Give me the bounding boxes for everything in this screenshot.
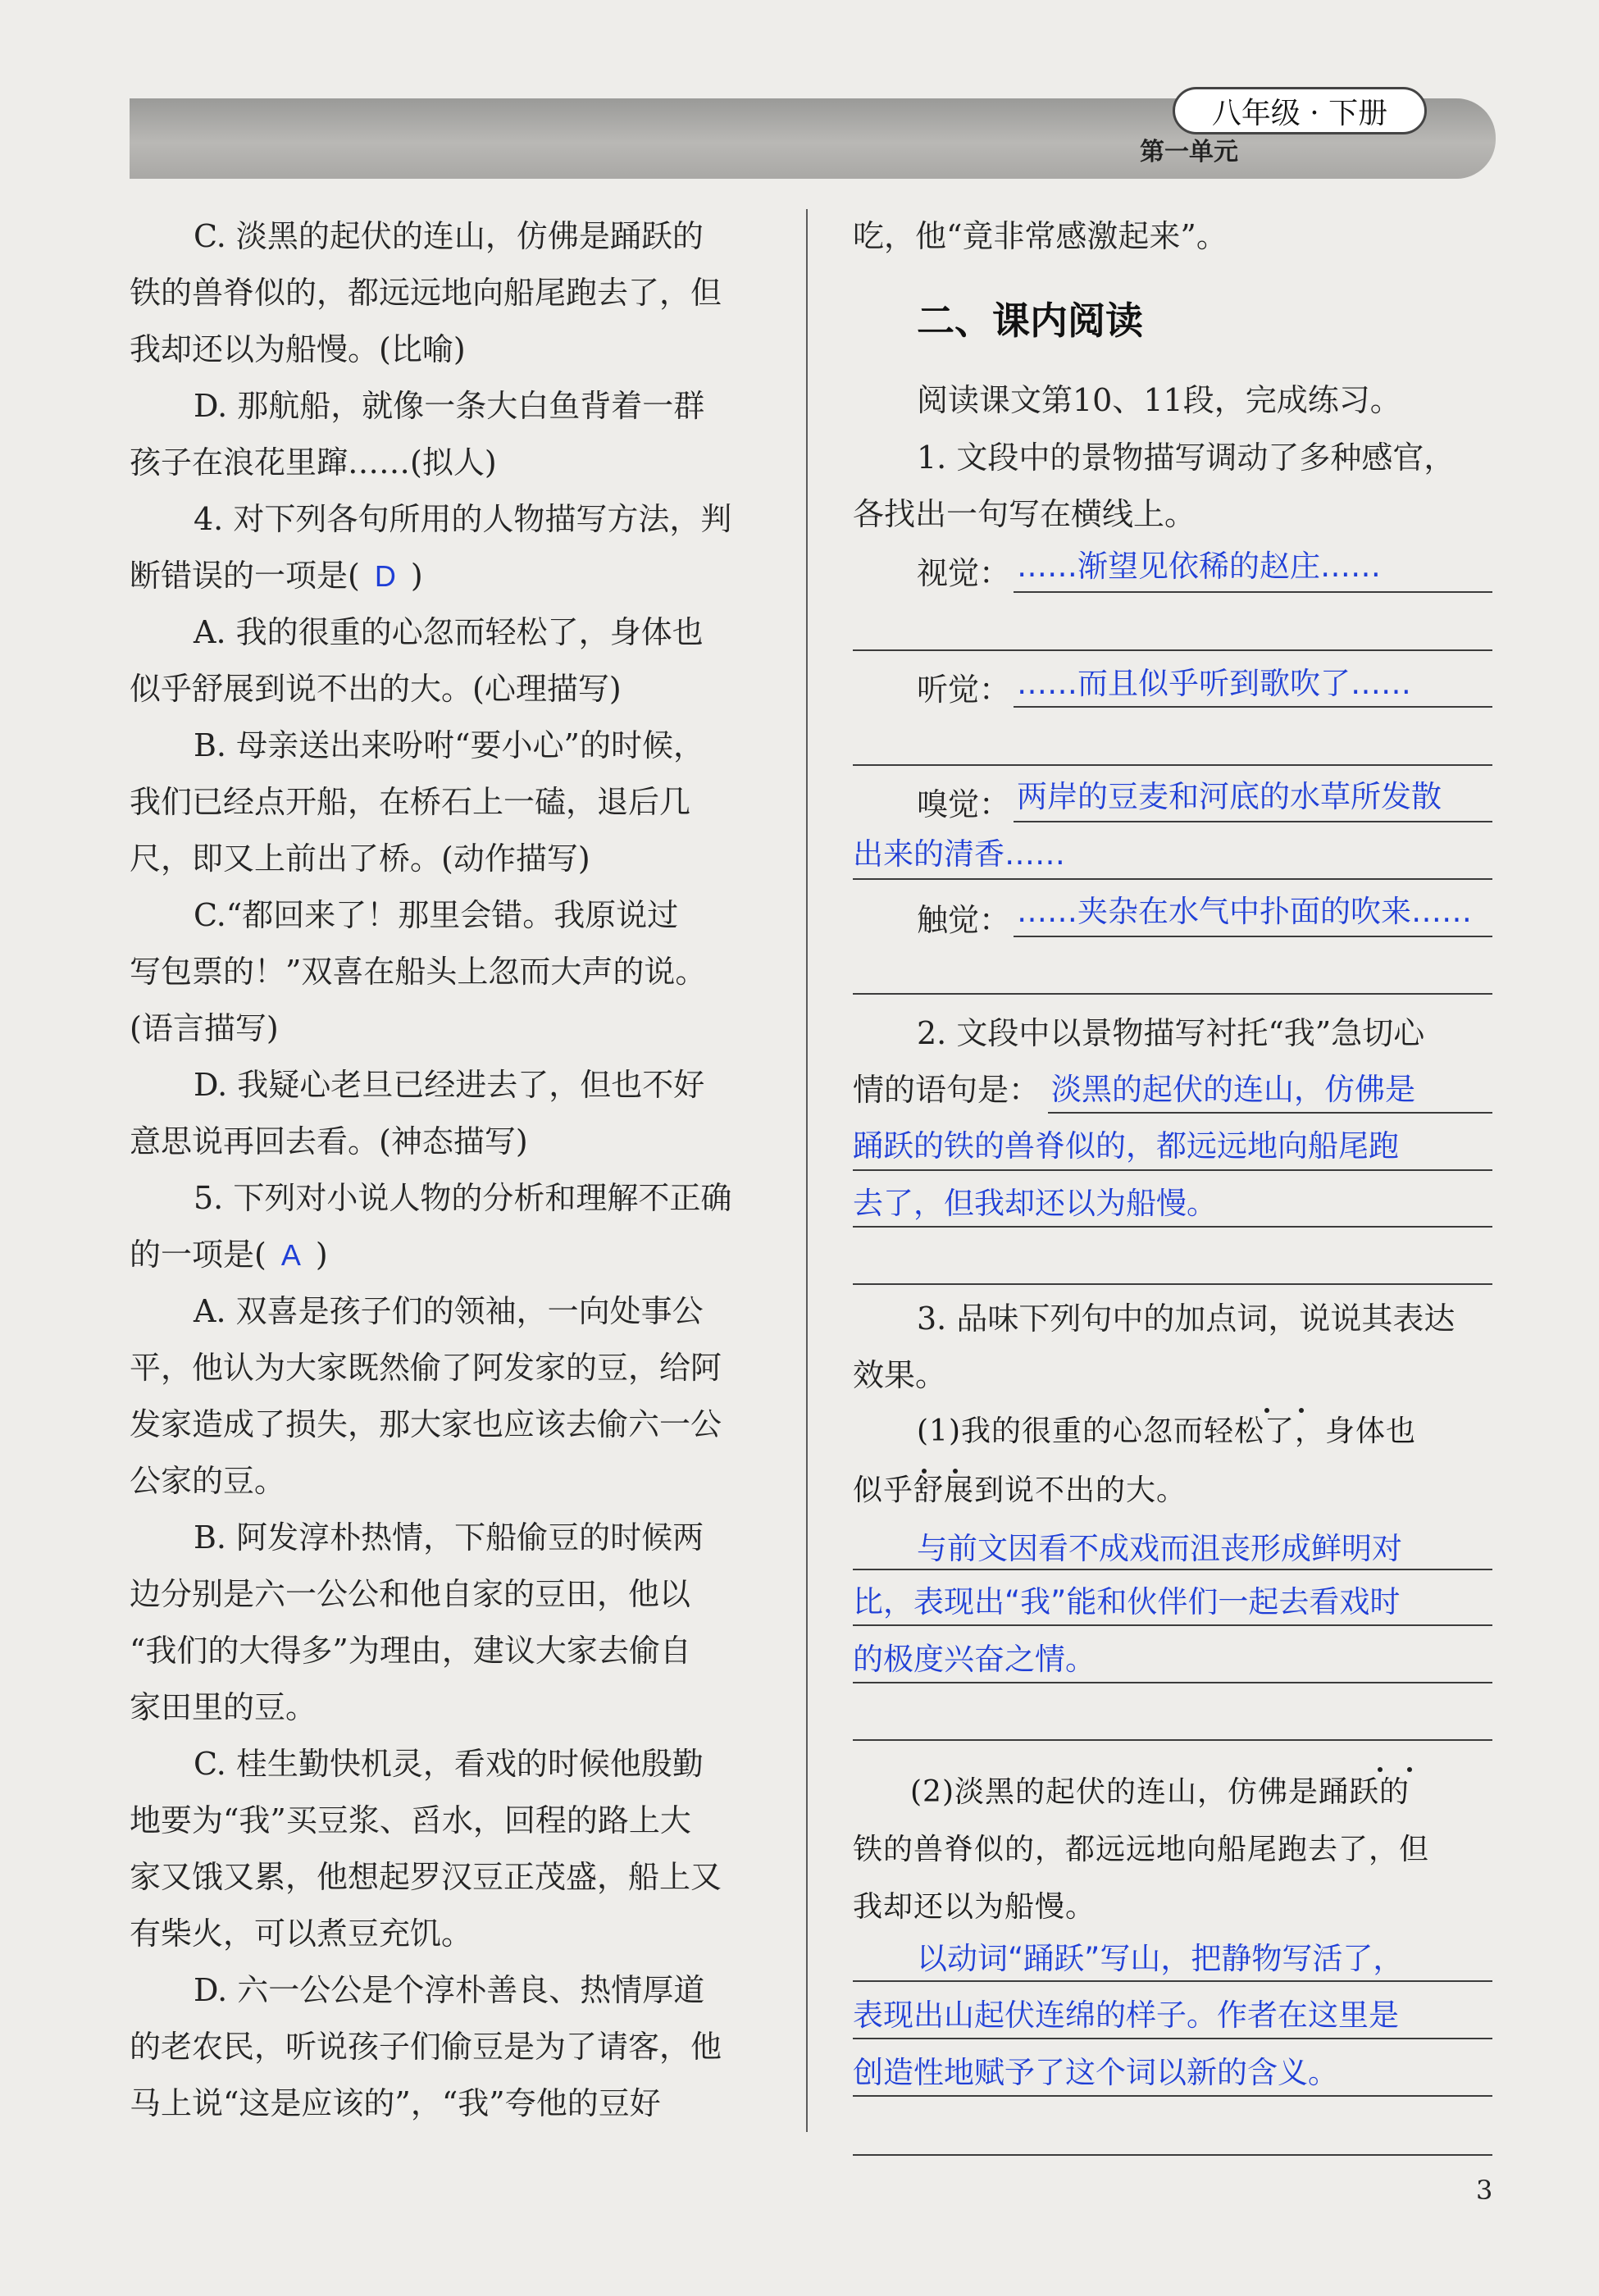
- question-5-stem: [130, 1228, 769, 1282]
- text-line: 效果。: [853, 1357, 947, 1393]
- answer-line: [853, 764, 1492, 766]
- hearing-answer: ……而且似乎听到歌吹了……: [1017, 666, 1411, 701]
- text-line: B. 阿发淳朴热情，下船偷豆的时候两: [194, 1519, 704, 1556]
- text-line: 家田里的豆。: [130, 1689, 317, 1725]
- text-line: 公家的豆。: [130, 1463, 286, 1499]
- answer-line: [853, 878, 1492, 880]
- q3-sentence-2-cont: 铁的兽脊似的，都远远地向船尾跑去了，但: [853, 1833, 1430, 1866]
- emphasis-dot: [1264, 1408, 1269, 1413]
- answer-line: [853, 2038, 1492, 2039]
- text-line: A. 双喜是孩子们的领袖，一向处事公: [194, 1293, 704, 1329]
- text-fragment: 的一项是(: [130, 1237, 266, 1273]
- question-4-stem: [130, 549, 769, 603]
- text-line: 我却还以为船慢。(比喻): [130, 331, 466, 367]
- answer-line: [1014, 591, 1492, 593]
- text-line: 发家造成了损失，那大家也应该去偷六一公: [130, 1406, 722, 1442]
- q3-1-answer-cont: 的极度兴奋之情。: [853, 1642, 1096, 1677]
- touch-answer: ……夹杂在水气中扑面的吹来……: [1017, 894, 1472, 929]
- text-line: 边分别是六一公公和他自家的豆田，他以: [130, 1576, 691, 1612]
- q3-2-answer: 以动词“踊跃”写山，把静物写活了，: [917, 1941, 1404, 1976]
- emphasis-dot: [953, 1469, 958, 1474]
- q3-1-answer: 与前文因看不成戏而沮丧形成鲜明对: [917, 1531, 1402, 1566]
- text-line: C. 桂生勤快机灵，看戏的时候他殷勤: [194, 1746, 704, 1782]
- q2-answer: 淡黑的起伏的连山，仿佛是: [1051, 1072, 1415, 1107]
- emphasis-dot: [922, 1469, 927, 1474]
- text-line: 家又饿又累，他想起罗汉豆正茂盛，船上又: [130, 1859, 722, 1895]
- text-line: A. 我的很重的心忽而轻松了，身体也: [194, 614, 704, 650]
- q5-answer: A: [280, 1238, 301, 1272]
- touch-label: 触觉：: [917, 902, 1011, 938]
- text-line: 3. 品味下列句中的加点词，说说其表达: [917, 1301, 1456, 1337]
- text-line: B. 母亲送出来吩咐“要小心”的时候，: [194, 727, 704, 763]
- text-line: 4. 对下列各句所用的人物描写方法，判: [194, 501, 732, 537]
- text-line: 吃，他“竟非常感激起来”。: [853, 218, 1228, 254]
- text-line: 的老农民，听说孩子们偷豆是为了请客，他: [130, 2029, 722, 2065]
- q3-1-answer-cont: 比，表现出“我”能和伙伴们一起去看戏时: [853, 1584, 1401, 1620]
- answer-line: [853, 1624, 1492, 1626]
- q3-2-answer-cont: 表现出山起伏连绵的样子。作者在这里是: [853, 1998, 1399, 2033]
- text-line: 平，他认为大家既然偷了阿发家的豆，给阿: [130, 1350, 722, 1386]
- grade-badge: 八年级 · 下册: [1173, 87, 1427, 134]
- text-line: 2. 文段中以景物描写衬托“我”急切心: [917, 1015, 1425, 1051]
- emphasis-dot: [1378, 1767, 1383, 1772]
- text-line: C. 淡黑的起伏的连山，仿佛是踊跃的: [194, 218, 704, 254]
- smell-answer: 两岸的豆麦和河底的水草所发散: [1017, 779, 1442, 814]
- text-line: 马上说“这是应该的”，“我”夸他的豆好: [130, 2085, 661, 2121]
- smell-answer-cont: 出来的清香……: [853, 836, 1065, 872]
- text-line: 似乎舒展到说不出的大。(心理描写): [130, 671, 622, 707]
- text-line: 铁的兽脊似的，都远远地向船尾跑去了，但: [130, 275, 722, 311]
- text-line: 5. 下列对小说人物的分析和理解不正确: [194, 1180, 732, 1216]
- q3-2-answer-cont: 创造性地赋予了这个词以新的含义。: [853, 2055, 1338, 2090]
- section-title: 二、课内阅读: [917, 298, 1143, 343]
- q3-sentence-1: (1)我的很重的心忽而轻松了，身体也: [917, 1414, 1416, 1448]
- text-fragment: 断错误的一项是(: [130, 558, 360, 594]
- text-line: D. 那航船，就像一条大白鱼背着一群: [194, 388, 705, 424]
- q3-sentence-1-cont: 似乎舒展到说不出的大。: [853, 1474, 1187, 1507]
- sight-label: 视觉：: [917, 555, 1011, 591]
- text-line: C.“都回来了！那里会错。我原说过: [194, 897, 679, 933]
- page-number: 3: [1476, 2175, 1493, 2206]
- answer-line: [1014, 706, 1492, 708]
- sight-answer: ……渐望见依稀的赵庄……: [1017, 549, 1381, 584]
- text-line: D. 六一公公是个淳朴善良、热情厚道: [194, 1972, 705, 2008]
- text-line: 尺，即又上前出了桥。(动作描写): [130, 840, 590, 877]
- answer-line: [853, 1283, 1492, 1285]
- answer-line: [853, 1169, 1492, 1171]
- text-line: 孩子在浪花里蹿……(拟人): [130, 444, 497, 481]
- emphasis-dot: [1407, 1767, 1412, 1772]
- smell-label: 嗅觉：: [917, 786, 1011, 822]
- answer-line: [853, 1226, 1492, 1228]
- answer-line: [853, 1980, 1492, 1982]
- instruction: 阅读课文第10、11段，完成练习。: [917, 382, 1401, 418]
- text-line: 各找出一句写在横线上。: [853, 496, 1196, 532]
- q2-answer-cont: 踊跃的铁的兽脊似的，都远远地向船尾跑: [853, 1128, 1399, 1164]
- q3-sentence-2-cont: 我却还以为船慢。: [853, 1890, 1096, 1924]
- q2-answer-cont: 去了，但我却还以为船慢。: [853, 1186, 1217, 1221]
- answer-line: [1048, 1112, 1492, 1114]
- text-fragment: ): [315, 1237, 328, 1273]
- text-line: 情的语句是：: [853, 1072, 1041, 1108]
- unit-title: 第一单元: [1140, 138, 1238, 166]
- q4-answer: D: [374, 559, 396, 593]
- hearing-label: 听觉：: [917, 672, 1011, 708]
- text-line: D. 我疑心老旦已经进去了，但也不好: [194, 1067, 705, 1103]
- text-line: 地要为“我”买豆浆、舀水，回程的路上大: [130, 1802, 691, 1838]
- answer-line: [853, 1682, 1492, 1683]
- text-line: (语言描写): [130, 1010, 279, 1046]
- answer-line: [853, 2154, 1492, 2156]
- text-fragment: ): [410, 558, 423, 594]
- answer-line: [853, 649, 1492, 651]
- emphasis-dot: [1299, 1408, 1304, 1413]
- answer-line: [1014, 936, 1492, 937]
- q3-sentence-2: (2)淡黑的起伏的连山，仿佛是踊跃的: [910, 1775, 1410, 1809]
- answer-line: [853, 1569, 1492, 1570]
- answer-line: [853, 2095, 1492, 2097]
- answer-line: [1014, 821, 1492, 822]
- answer-line: [853, 993, 1492, 995]
- text-line: 1. 文段中的景物描写调动了多种感官，: [917, 440, 1456, 476]
- text-line: 意思说再回去看。(神态描写): [130, 1123, 528, 1159]
- text-line: 写包票的！”双喜在船头上忽而大声的说。: [130, 954, 707, 990]
- text-line: 我们已经点开船，在桥石上一磕，退后几: [130, 784, 691, 820]
- text-line: 有柴火，可以煮豆充饥。: [130, 1916, 473, 1952]
- text-line: “我们的大得多”为理由，建议大家去偷自: [130, 1633, 691, 1669]
- answer-line: [853, 1739, 1492, 1741]
